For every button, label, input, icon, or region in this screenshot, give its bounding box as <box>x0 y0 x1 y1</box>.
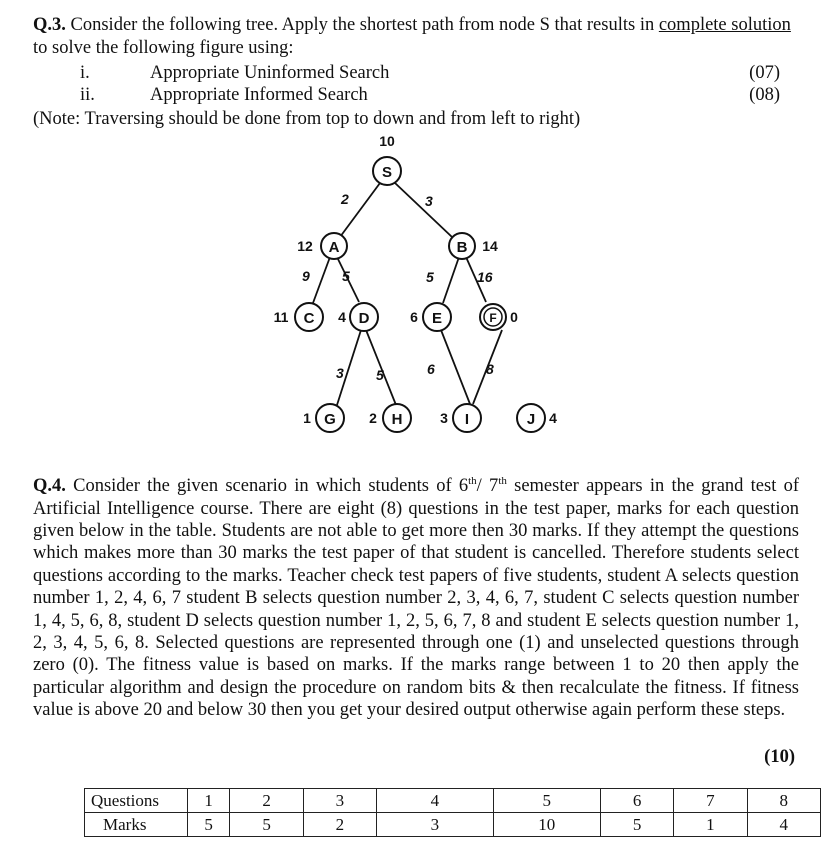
q4-sup-1: th <box>468 475 477 487</box>
edge-label-a-c: 9 <box>302 268 310 284</box>
node-d-label: D <box>358 310 370 327</box>
table-cell-mark: 5 <box>600 813 673 837</box>
table-cell-question: 1 <box>187 789 230 813</box>
table-cell-question: 2 <box>230 789 303 813</box>
table-row-marks <box>85 813 821 837</box>
table-cell-question: 5 <box>493 789 600 813</box>
edge-label-f-i: 8 <box>486 361 494 377</box>
q3-item-2-number: ii. <box>80 85 95 105</box>
q4-number: Q.4. <box>33 476 66 497</box>
table-cell-mark: 4 <box>747 813 820 837</box>
table-cell-mark: 5 <box>230 813 303 837</box>
table-cell-question: 6 <box>600 789 673 813</box>
edge-label-b-e: 5 <box>426 269 434 285</box>
table-cell-mark: 1 <box>674 813 747 837</box>
edge-s-b <box>395 183 452 237</box>
table-cell-question: 7 <box>674 789 747 813</box>
edge-label-d-h: 5 <box>376 367 384 383</box>
q3-item-1-number: i. <box>80 63 90 83</box>
table-row-label-marks: Marks <box>85 813 188 837</box>
node-g-label: G <box>324 411 336 428</box>
table-cell-mark: 5 <box>187 813 230 837</box>
edge-label-s-b: 3 <box>425 193 433 209</box>
node-a-label: A <box>328 239 340 256</box>
node-s-label: S <box>381 164 393 181</box>
q3-text-part2: to solve the following figure using: <box>33 38 294 58</box>
q4-text-intro: Consider the given scenario in which students of 6 <box>65 476 469 497</box>
node-f-label: F <box>489 311 497 325</box>
table-row-label-questions: Questions <box>85 789 188 813</box>
table-cell-question: 8 <box>747 789 820 813</box>
table-cell-mark: 2 <box>303 813 376 837</box>
q3-item-2-text: Appropriate Informed Search <box>150 85 368 105</box>
heuristic-s: 10 <box>379 133 395 149</box>
node-e-label: E <box>431 310 443 327</box>
heuristic-c: 11 <box>273 309 289 325</box>
q4-marks: (10) <box>764 747 795 767</box>
q3-number: Q.3. <box>33 15 66 35</box>
q3-item-1-marks: (07) <box>749 63 780 83</box>
node-h-label: H <box>391 411 403 428</box>
q3-note: (Note: Traversing should be done from top to down and from left to right) <box>33 109 581 129</box>
heuristic-d: 4 <box>338 309 346 325</box>
edge-a-c <box>313 257 330 303</box>
heuristic-e: 6 <box>410 309 418 325</box>
edge-label-s-a: 2 <box>341 191 349 207</box>
table-cell-question: 4 <box>377 789 494 813</box>
node-j-label: J <box>526 411 536 428</box>
edge-label-e-i: 6 <box>427 361 435 377</box>
heuristic-a: 12 <box>297 238 313 254</box>
heuristic-j: 4 <box>549 410 557 426</box>
heuristic-g: 1 <box>303 410 311 426</box>
heuristic-h: 2 <box>369 410 377 426</box>
heuristic-f: 0 <box>510 309 518 325</box>
node-c-label: C <box>303 310 315 327</box>
heuristic-i: 3 <box>440 410 448 426</box>
edge-label-a-d: 5 <box>342 268 350 284</box>
heuristic-b: 14 <box>482 238 498 254</box>
q4-text-mid: / 7 <box>476 476 499 497</box>
q3-underlined-text: complete solution <box>658 15 791 35</box>
q3-item-1-text: Appropriate Uninformed Search <box>150 63 390 83</box>
q3-item-2-marks: (08) <box>749 85 780 105</box>
question-marks-table <box>84 788 821 837</box>
q4-question-text <box>33 470 799 722</box>
table-cell-mark: 3 <box>377 813 494 837</box>
edge-b-e <box>443 257 459 303</box>
node-i-label: I <box>464 411 470 428</box>
q4-text-rest: semester appears in the grand test of Artificial Intelligence course. There are eight (8) questions in the test paper, marks for each question given below in the table. Students are not able to get more then 30 marks. If they attempt the questions which makes more than 30 marks the test paper of that student is cancelled. Therefore students select questions according to the marks. Teacher check test papers of five students, student A selects question number 1, 2, 4, 6, 7 student B selects question number 2, 3, 4, 6, 7, student C selects question number 1, 4, 5, 6, 8, student D selects question number 1, 2, 5, 6, 7, 8 and student E selects question number 1, 2, 3, 4, 5, 6, 8. Selected questions are represented through one (1) and unselected questions through zero (0). The fitness value is based on marks. If the marks range between 1 to 20 then apply the particular algorithm and design the procedure on random bits & then recalculate the fitness. If fitness value is above 20 and below 30 then you get your desired output otherwise again perform these steps. <box>33 476 799 721</box>
table-row-questions <box>85 789 821 813</box>
q4-sup-2: th <box>498 475 507 487</box>
edge-label-d-g: 3 <box>336 365 344 381</box>
node-b-label: B <box>456 239 468 256</box>
q3-text-part1: Consider the following tree. Apply the shortest path from node S that results in <box>65 15 659 35</box>
edge-label-b-f: 16 <box>477 269 493 285</box>
table-cell-mark: 10 <box>493 813 600 837</box>
table-cell-question: 3 <box>303 789 376 813</box>
edge-e-i <box>441 330 470 404</box>
